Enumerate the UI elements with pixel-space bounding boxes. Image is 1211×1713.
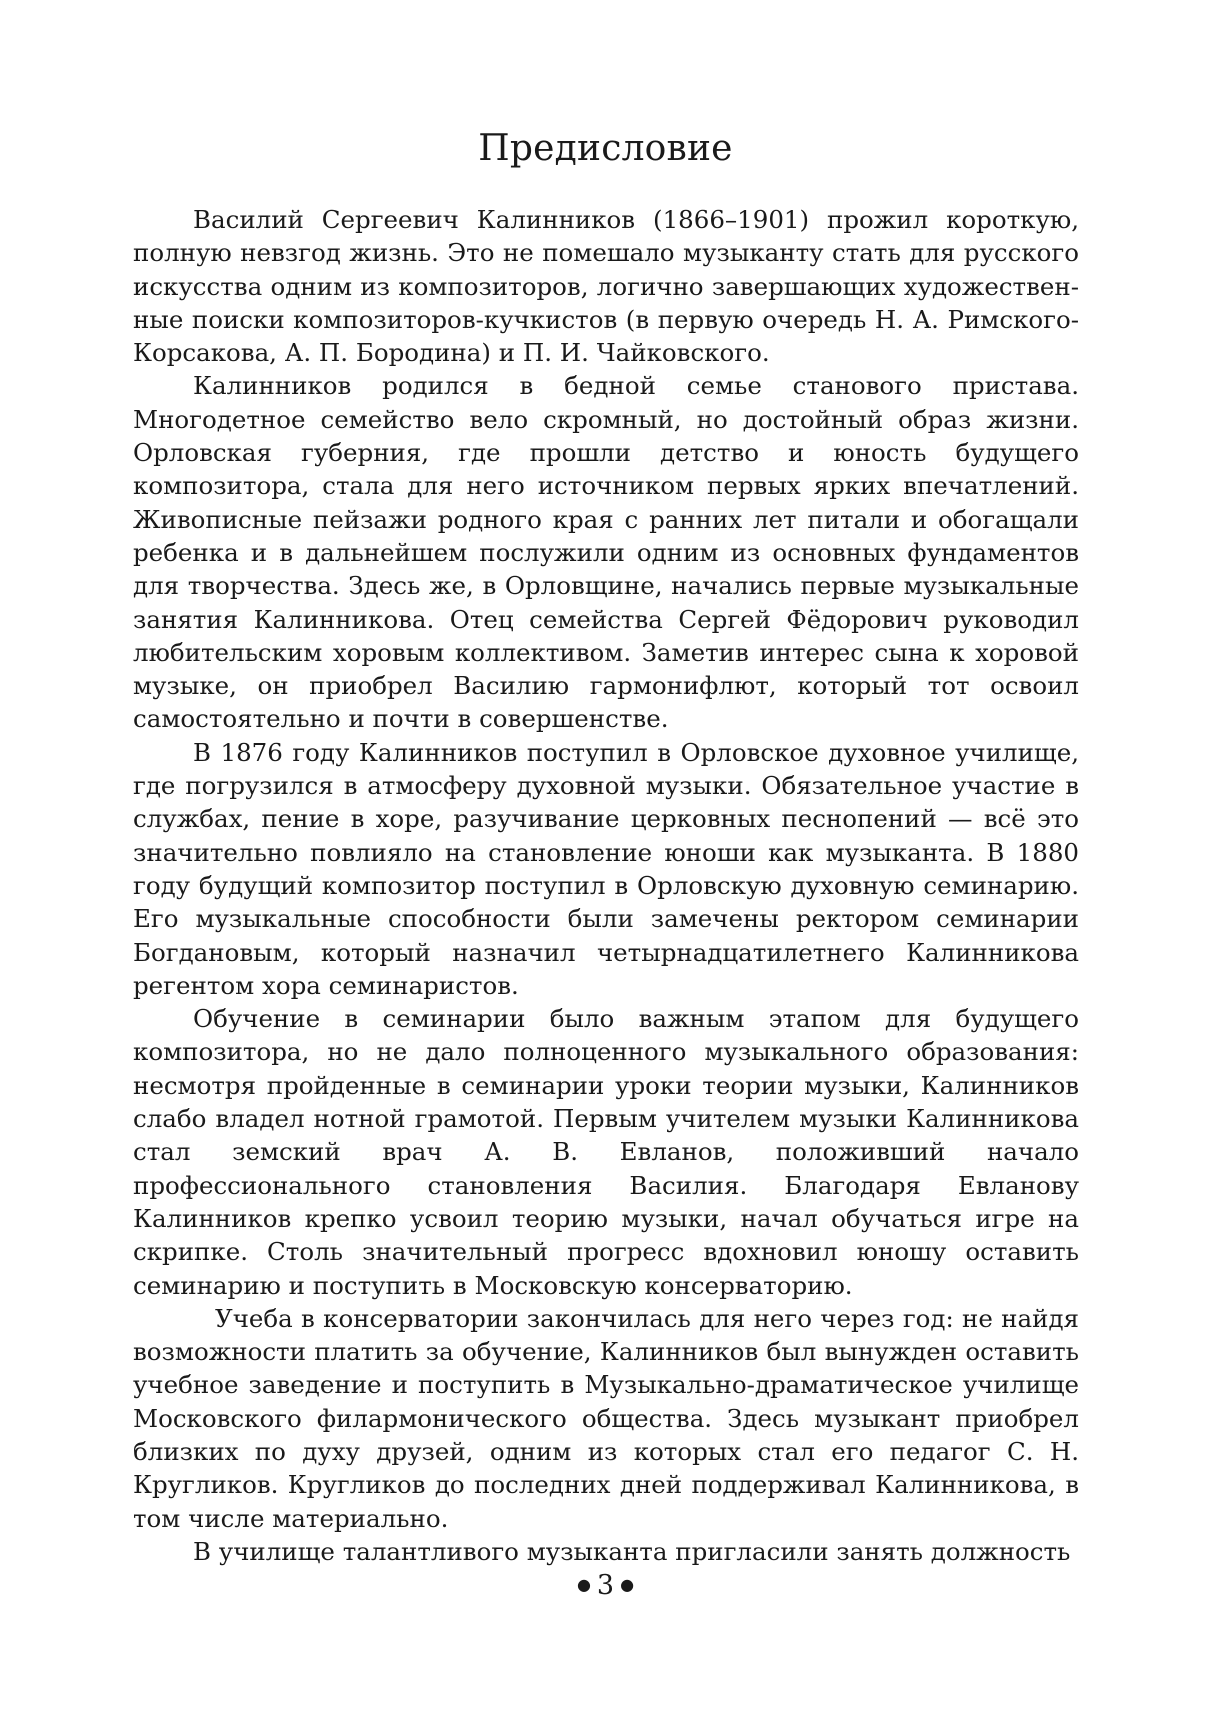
paragraph-6: В училище талантливого музыканта пригласили занять должность	[193, 1536, 1071, 1566]
page-title: Предисловие	[478, 128, 733, 169]
paragraph-5: Учеба в консерватории закончилась для него через год: не найдя возможности платить за обучение, Калинников был вынужден оставить учебное заведение и поступить в Музыкально-драматическое училище Московского филармонического общества. Здесь музыкант приобрел близких по духу друзей, одним из которых стал его педагог С. Н. Кругликов. Кругликов до последних дней поддерживал Калинникова, в том числе материально.	[133, 1303, 1079, 1533]
body-text	[133, 203, 1079, 1568]
bullet-right-icon: ●	[620, 1575, 635, 1594]
paragraph-2: Калинников родился в бедной семье станового пристава. Многодетное семейство вело скромный, но достойный образ жизни. Орловская губерния, где прошли детство и юность будущего композитора, стала для него источником первых ярких впечатлений. Живописные пейзажи родного края с ранних лет питали и обогащали ребенка и в дальнейшем послужили одним из основных фундаментов для творчества. Здесь же, в Орловщине, начались первые музыкальные занятия Калинникова. Отец семейства Сергей Фёдорович руководил любительским хоровым коллективом. Заметив интерес сына к хоровой музыке, он приобрел Василию гармонифлют, который тот освоил самостоятельно и почти в совершенстве.	[133, 371, 1079, 734]
page-number: 3	[596, 1570, 615, 1601]
paragraph-4: Обучение в семинарии было важным этапом для будущего композитора, но не дало полноценного музыкального образования: несмотря пройденные в семинарии уроки теории музыки, Калинников слабо владел нотной грамотой. Первым учителем музыки Калинникова стал земский врач А. В. Евланов, положивший начало профессионального становления Василия. Благодаря Евланову Калинников крепко усвоил теорию музыки, начал обучаться игре на скрипке. Столь значительный прогресс вдохновил юношу оставить семинарию и поступить в Московскую консерваторию.	[133, 1004, 1079, 1300]
paragraph-1: Василий Сергеевич Калинников (1866–1901) прожил короткую, полную невзгод жизнь. Это не помешало музыканту стать для русского искусства одним из композиторов, логично завершающих художественные поиски композиторов-кучкистов (в первую очередь Н. А. Римского-Корсакова, А. П. Бородина) и П. И. Чайковского.	[133, 205, 1079, 368]
paragraph-3: В 1876 году Калинников поступил в Орловское духовное училище, где погрузился в атмосферу духовной музыки. Обязательное участие в службах, пение в хоре, разучивание церковных песнопений — всё это значительно повлияло на становление юноши как музыканта. В 1880 году будущий композитор поступил в Орловскую духовную семинарию. Его музыкальные способности были замечены ректором семинарии Богдановым, который назначил четырнадцатилетнего Калинникова регентом хора семинаристов.	[133, 737, 1079, 1000]
page-number-footer	[0, 1570, 1211, 1601]
bullet-left-icon: ●	[576, 1575, 591, 1594]
